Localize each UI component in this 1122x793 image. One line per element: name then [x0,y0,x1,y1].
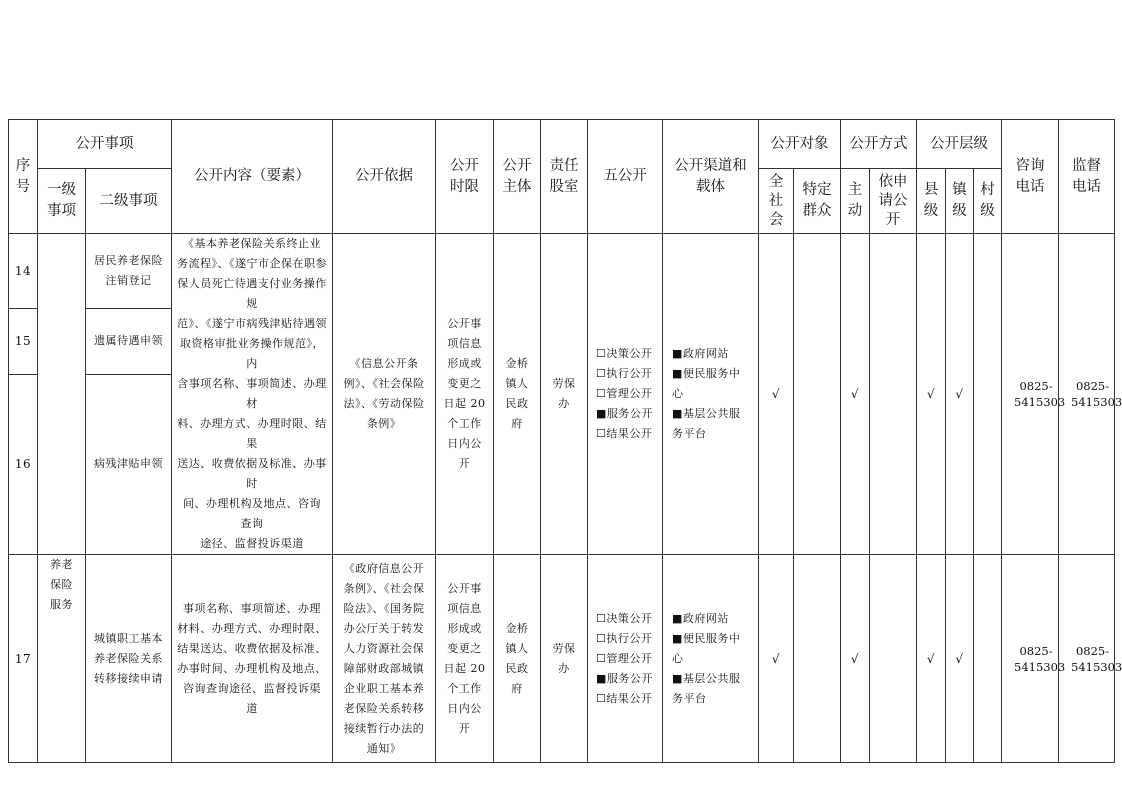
office-cell: 劳保 办 [541,555,588,763]
target-specific-check [794,555,841,763]
header-level-county: 县 级 [917,169,946,234]
five-open-cell [588,555,663,763]
channel-cell [663,234,759,555]
header-mode-active: 主 动 [841,169,870,234]
table-row [9,555,1115,763]
mode-active-check: √ [841,234,870,555]
channel-item: 心 [672,651,684,665]
level-county-check: √ [917,555,946,763]
channel-item: 务平台 [672,691,707,705]
channel-item: ■政府网站 [672,611,729,625]
time-limit-cell: 公开事 项信息 形成或 变更之 日起 20 个工作 日内公 开 [436,234,494,555]
target-specific-check [794,234,841,555]
header-five-open: 五公开 [588,120,663,234]
channel-item: ■政府网站 [672,347,729,360]
header-level-town: 镇 级 [946,169,974,234]
header-office: 责任 股室 [541,120,588,234]
channel-item: 务平台 [672,427,707,440]
header-matter-group: 公开事项 [38,120,172,169]
five-open-item: ■服务公开 [596,671,653,685]
time-limit-cell: 公开事 项信息 形成或 变更之 日起 20 个工作 日内公 开 [436,555,494,763]
supervise-phone: 0825- 5415303 [1059,234,1115,555]
content-cell: 事项名称、事项简述、办理 材料、办理方式、办理时限、 结果送达、收费依据及标准、 办事时间、办理机构及地点、 咨询查询途径、监督投诉渠 道 [172,555,333,763]
level-county-check: √ [917,234,946,555]
level2-cell: 病残津贴申领 [86,374,172,554]
level-village-check [974,555,1002,763]
level2-cell: 城镇职工基本 养老保险关系 转移接续申请 [86,555,172,763]
consult-phone: 0825- 5415303 [1002,555,1059,763]
header-subject: 公开 主体 [494,120,541,234]
five-open-item: ☐决策公开 [596,611,653,625]
channel-cell [663,555,759,763]
header-level-village: 村 级 [974,169,1002,234]
target-all-check: √ [759,555,794,763]
subject-cell: 金桥 镇人 民政 府 [494,234,541,555]
header-content: 公开内容（要素） [172,120,333,234]
channel-item: ■便民服务中 [672,367,741,380]
level-town-check: √ [946,555,974,763]
header-time-limit: 公开 时限 [436,120,494,234]
header-level1: 一级 事项 [38,169,86,234]
subject-cell: 金桥 镇人 民政 府 [494,555,541,763]
mode-apply-check [870,234,917,555]
five-open-item: ☐结果公开 [596,427,653,440]
mode-active-check: √ [841,555,870,763]
level2-cell: 居民养老保险 注销登记 [86,234,172,309]
header-mode-group: 公开方式 [841,120,917,169]
basis-cell: 《信息公开条 例》、《社会保险 法》、《劳动保险 条例》 [333,234,436,555]
header-target-group: 公开对象 [759,120,841,169]
target-all-check: √ [759,234,794,555]
five-open-item: ☐执行公开 [596,631,653,645]
consult-phone: 0825- 5415303 [1002,234,1059,555]
channel-item: ■基层公共服 [672,671,741,685]
channel-item: 心 [672,387,684,400]
disclosure-table [8,119,1122,763]
header-level2: 二级事项 [86,169,172,234]
channel-item: ■便民服务中 [672,631,741,645]
five-open-cell [588,234,663,555]
table-row [9,234,1115,309]
header-mode-apply: 依申 请公 开 [870,169,917,234]
level-town-check: √ [946,234,974,555]
header-consult-phone: 咨询 电话 [1002,120,1059,234]
row-seq: 14 [9,234,38,309]
five-open-item: ☐管理公开 [596,651,653,665]
header-channel: 公开渠道和 载体 [663,120,759,234]
mode-apply-check [870,555,917,763]
row-seq: 17 [9,555,38,763]
five-open-item: ☐决策公开 [596,347,653,360]
five-open-item: ■服务公开 [596,407,653,420]
channel-item: ■基层公共服 [672,407,741,420]
level-village-check [974,234,1002,555]
header-level-group: 公开层级 [917,120,1002,169]
level2-cell: 遗属待遇申领 [86,308,172,374]
header-target-specific: 特定 群众 [794,169,841,234]
five-open-item: ☐管理公开 [596,387,653,400]
header-seq: 序 号 [9,120,38,234]
supervise-phone: 0825- 5415303 [1059,555,1115,763]
level1-cell: 养老 保险 服务 [38,555,86,763]
office-cell: 劳保 办 [541,234,588,555]
basis-cell: 《政府信息公开 条例》、《社会保 险法》、《国务院 办公厅关于转发 人力资源社会保 障部财政部城镇 企业职工基本养 老保险关系转移 接续暂行办法的 通知》 [333,555,436,763]
five-open-item: ☐执行公开 [596,367,653,380]
header-basis: 公开依据 [333,120,436,234]
row-seq: 15 [9,308,38,374]
five-open-item: ☐结果公开 [596,691,653,705]
header-supervise-phone: 监督 电话 [1059,120,1115,234]
content-cell: 《基本养老保险关系终止业 务流程》、《遂宁市企保在职参 保人员死亡待遇支付业务操作规 范》、《遂宁市病残津贴待遇领 取资格审批业务操作规范》，内 含事项名称、事项简述、办理材 料、办理方式、办理时限、结果 送达、收费依据及标准、办事时 间、办理机构及地点、咨询 查询 途径、监督投诉渠道 [172,234,333,555]
header-target-all: 全 社 会 [759,169,794,234]
level1-cell [38,234,86,555]
row-seq: 16 [9,374,38,554]
